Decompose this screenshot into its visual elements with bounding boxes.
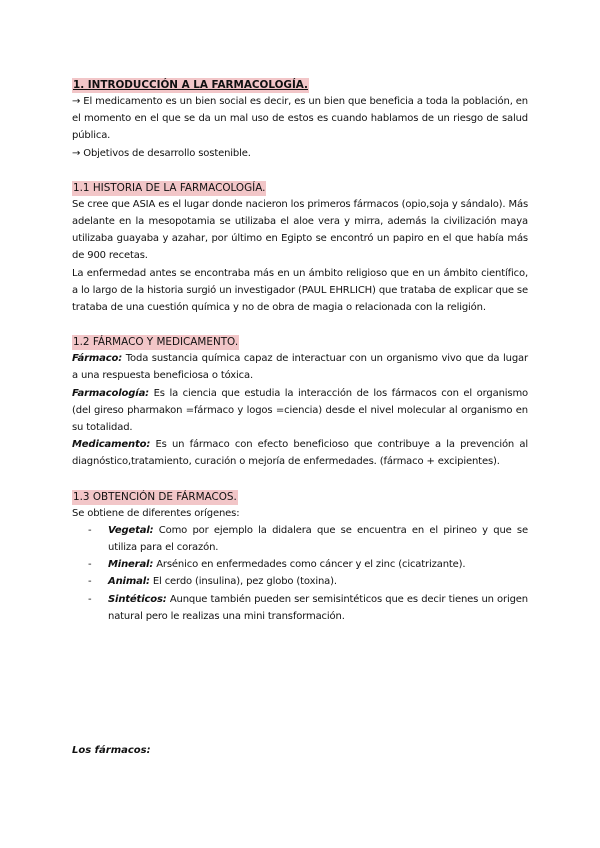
list-item-term: Mineral: xyxy=(108,559,154,571)
section-title-obtencion: 1.3 OBTENCIÓN DE FÁRMACOS. xyxy=(73,490,237,503)
intro-paragraph: → El medicamento es un bien social es decir, es un bien que beneficia a toda la población, en el momento en el que se da un mal uso de estos es cuando hablamos de un riesgo de salud pública. xyxy=(72,96,528,142)
list-item-text: Como por ejemplo la didalera que se encuentra en el pirineo y que se utiliza para el corazón. xyxy=(108,524,528,554)
definition-medicamento xyxy=(72,436,528,470)
definition-farmaco xyxy=(72,350,528,384)
definition-term: Medicamento: xyxy=(72,439,151,451)
section-farmaco xyxy=(72,330,528,470)
definition-term: Fármaco: xyxy=(72,353,123,365)
list-item-term: Animal: xyxy=(108,576,150,588)
list-item-term: Vegetal: xyxy=(108,524,154,536)
list-item xyxy=(72,591,528,625)
definition-text: Es un fármaco con efecto beneficioso que contribuye a la prevención al diagnóstico,tratamiento, curación o mejoría de enfermedades. (fármaco + excipientes). xyxy=(72,439,528,468)
list-item-text: El cerdo (insulina), pez globo (toxina). xyxy=(149,576,337,588)
definition-term: Farmacología: xyxy=(72,387,150,399)
definition-text: Toda sustancia química capaz de interactuar con un organismo vivo que da lugar a una respuesta beneficiosa o tóxica. xyxy=(72,353,528,382)
historia-paragraph: La enfermedad antes se encontraba más en un ámbito religioso que en un ámbito científico, a lo largo de la historia surgió un investigador (PAUL EHRLICH) que trataba de explicar que se trataba de una cuestión química y no de obra de magia o relacionada con la religión. xyxy=(72,267,528,314)
list-item-term: Sintéticos: xyxy=(108,593,167,605)
document-content xyxy=(72,73,528,625)
heading-los-farmacos: Los fármacos: xyxy=(72,745,151,756)
list-item-text: Aunque también pueden ser semisintéticos que es decir tienes un origen natural pero le realizas una mini transformación. xyxy=(108,593,528,622)
section-title-introduccion: 1. INTRODUCCIÓN A LA FARMACOLOGÍA. xyxy=(73,79,308,91)
list-item-text: Arsénico en enfermedades como cáncer y el zinc (cicatrizante). xyxy=(153,559,466,571)
definition-text: Es la ciencia que estudia la interacción de los fármacos con el organismo (del gireso pharmakon =fármaco y logos =ciencia) desde el nivel molecular al organismo en su totalidad. xyxy=(72,387,528,434)
list-item xyxy=(72,573,528,590)
obtencion-intro: Se obtiene de diferentes orígenes: xyxy=(72,507,240,519)
intro-paragraph-objetivos: → Objetivos de desarrollo sostenible. xyxy=(72,147,251,159)
list-dash: - xyxy=(88,593,92,605)
list-dash: - xyxy=(88,524,92,536)
section-title-farmaco: 1.2 FÁRMACO Y MEDICAMENTO. xyxy=(73,336,239,349)
definition-farmacologia xyxy=(72,385,528,437)
list-item xyxy=(72,522,528,556)
origins-list xyxy=(72,522,528,625)
section-title-historia: 1.1 HISTORIA DE LA FARMACOLOGÍA. xyxy=(73,181,266,194)
section-historia xyxy=(72,176,528,316)
list-item xyxy=(72,556,528,573)
section-obtencion xyxy=(72,485,528,625)
list-dash: - xyxy=(88,559,92,571)
historia-paragraph: Se cree que ASIA es el lugar donde nacieron los primeros fármacos (opio,soja y sándalo). Más adelante en la mesopotamia se utilizaba el aloe vera y mirra, además la civilización maya utilizaba guayaba y azahar, por último en Egipto se encontró un papiro en el que había más de 900 recetas. xyxy=(72,198,528,262)
list-dash: - xyxy=(88,576,92,588)
